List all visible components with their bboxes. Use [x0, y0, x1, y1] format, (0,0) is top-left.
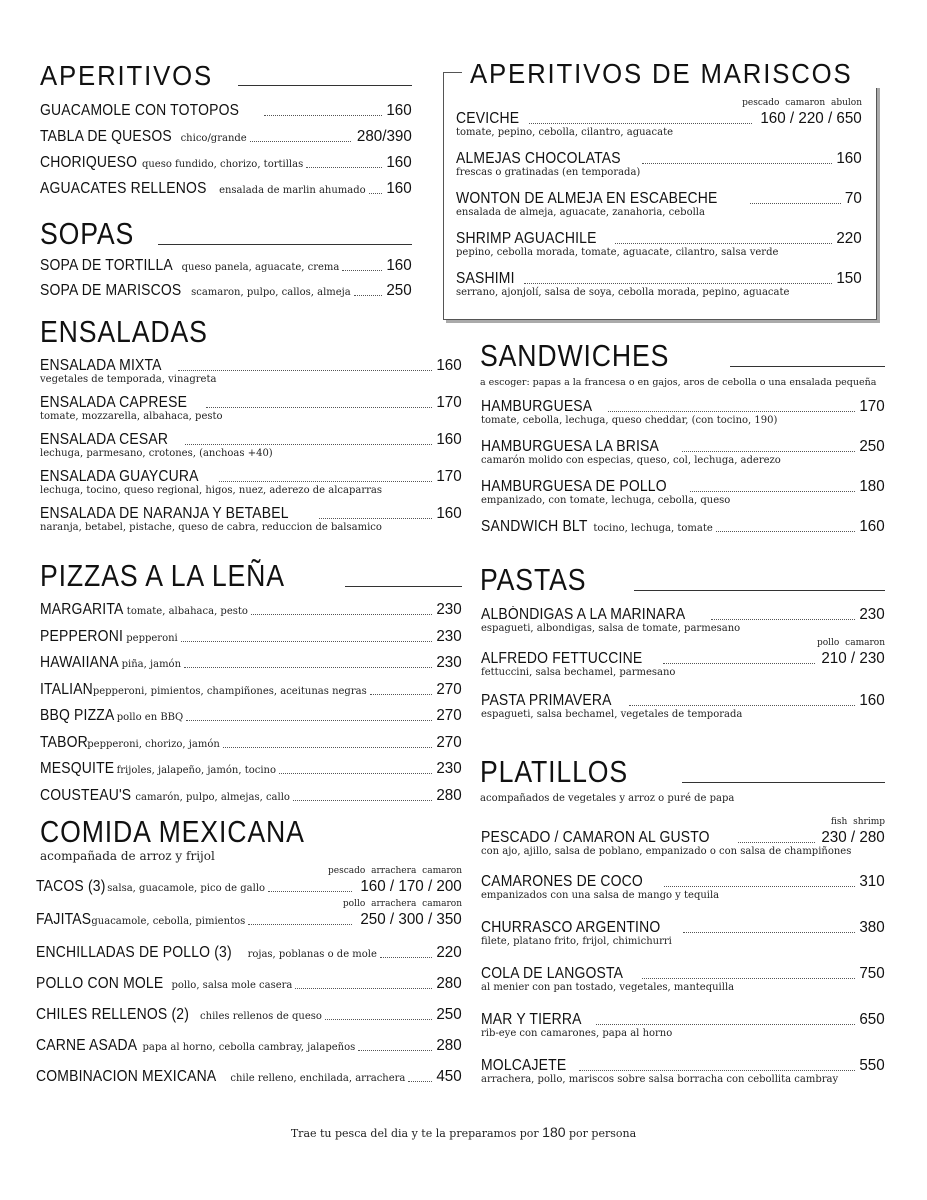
item-desc: con ajo, ajillo, salsa de poblano, empanizado o con salsa de champiñones [481, 846, 852, 857]
menu-item [40, 102, 412, 128]
item-price: 180 [859, 478, 885, 495]
item-name: ALMEJAS CHOCOLATAS [456, 150, 621, 167]
menu-item [40, 394, 462, 431]
item-desc: pepperoni, pimientos, champiñones, aceitunas negras [92, 685, 367, 697]
item-desc: lechuga, parmesano, crotones, (anchoas +40) [40, 448, 273, 459]
price-labels: pollo arrachera camaron [342, 899, 462, 909]
section-note: acompañados de vegetales y arroz o puré de papa [480, 793, 735, 804]
item-name: MAR Y TIERRA [481, 1011, 582, 1028]
mariscos-items [456, 98, 862, 310]
menu-item [40, 601, 462, 628]
footer-price: 180 [542, 1124, 566, 1140]
menu-item [40, 128, 412, 154]
item-desc: chico/grande [180, 133, 247, 144]
menu-item [456, 150, 862, 190]
item-desc: frescas o gratinadas (en temporada) [456, 167, 641, 178]
platillos-items [481, 817, 885, 1097]
item-price: 220 [836, 230, 862, 247]
item-price: 250 [386, 282, 412, 299]
section-pastas [480, 564, 885, 595]
item-name: HAMBURGUESA LA BRISA [481, 438, 660, 455]
item-name: ENSALADA CAPRESE [40, 394, 188, 411]
item-desc: piña, jamón [121, 659, 182, 670]
menu-item [40, 282, 412, 307]
menu-item [481, 1011, 885, 1057]
item-desc: salsa, guacamole, pico de gallo [107, 883, 266, 894]
section-note: acompañada de arroz y frijol [40, 849, 215, 863]
section-title: APERITIVOS [40, 60, 214, 91]
menu-item [456, 230, 862, 270]
item-price: 160 [386, 180, 412, 197]
item-name: SOPA DE TORTILLA [40, 257, 173, 274]
section-aperitivos [40, 62, 412, 206]
item-desc: arrachera, pollo, mariscos sobre salsa borracha con cebollita cambray [481, 1074, 839, 1085]
item-price: 160 [859, 518, 885, 535]
item-price: 450 [436, 1068, 462, 1085]
price-labels: fish shrimp [830, 817, 885, 827]
item-name: ALBÓNDIGAS A LA MARINARA [481, 606, 686, 623]
item-price: 160 [386, 257, 412, 274]
item-desc: filete, platano frito, frijol, chimichurri [481, 936, 672, 947]
item-name: HAMBURGUESA DE POLLO [481, 478, 667, 495]
item-price: 160 [859, 692, 885, 709]
item-name: MARGARITA [40, 601, 124, 618]
item-name: GUACAMOLE CON TOTOPOS [40, 102, 240, 119]
item-name: MESQUITE [40, 760, 115, 777]
item-desc: papa al horno, cebolla cambray, jalapeños [142, 1042, 356, 1053]
item-name: CEVICHE [456, 110, 520, 127]
item-price: 210 / 230 [821, 650, 885, 667]
item-price: 230 [436, 654, 462, 671]
item-price: 160 / 170 / 200 [360, 878, 462, 895]
item-price: 310 [859, 873, 885, 890]
item-price: 160 [436, 505, 462, 522]
item-desc: rib-eye con camarones, papa al horno [481, 1028, 673, 1039]
section-title: APERITIVOS DE MARISCOS [470, 58, 853, 89]
item-price: 160 [436, 357, 462, 374]
item-price: 650 [859, 1011, 885, 1028]
item-price: 230 [859, 606, 885, 623]
item-desc: pepperoni, chorizo, jamón [87, 738, 220, 750]
item-desc: scamaron, pulpo, callos, almeja [191, 287, 351, 298]
item-price: 150 [836, 270, 862, 287]
item-price: 250 / 300 / 350 [360, 911, 462, 928]
item-desc: camarón, pulpo, almejas, callo [135, 791, 290, 803]
item-name: TABLA DE QUESOS [40, 128, 172, 145]
item-desc: ensalada de marlin ahumado [219, 185, 366, 196]
item-desc: tocino, lechuga, tomate [593, 523, 713, 534]
menu-item [40, 257, 412, 282]
section-comida-mexicana [40, 816, 462, 863]
price-labels: pescado camaron abulon [742, 98, 862, 108]
item-name: WONTON DE ALMEJA EN ESCABECHE [456, 190, 718, 207]
menu-item [40, 180, 412, 206]
item-price: 170 [859, 398, 885, 415]
menu-item [481, 873, 885, 919]
item-price: 550 [859, 1057, 885, 1074]
item-name: CHURRASCO ARGENTINO [481, 919, 661, 936]
item-name: ENSALADA CESAR [40, 431, 169, 448]
item-price: 750 [859, 965, 885, 982]
footer-note [0, 1124, 927, 1140]
menu-item [36, 975, 462, 1006]
item-desc: chile relleno, enchilada, arrachera [230, 1073, 406, 1084]
item-price: 230 [436, 760, 462, 777]
item-name: SHRIMP AGUACHILE [456, 230, 597, 247]
item-price: 250 [859, 438, 885, 455]
item-name: CHILES RELLENOS (2) [36, 1006, 190, 1023]
item-name: COMBINACION MEXICANA [36, 1068, 217, 1085]
item-name: HAWAIIANA [40, 654, 119, 671]
section-sopas [40, 218, 412, 307]
menu-item [36, 1006, 462, 1037]
item-name: ALFREDO FETTUCCINE [481, 650, 643, 667]
menu-item [481, 692, 885, 732]
item-desc: espagueti, albondigas, salsa de tomate, parmesano [481, 623, 741, 634]
item-desc: chiles rellenos de queso [200, 1011, 322, 1022]
item-desc: al menier con pan tostado, vegetales, mantequilla [481, 982, 735, 993]
item-desc: lechuga, tocino, queso regional, higos, nuez, aderezo de alcaparras [40, 485, 383, 496]
menu-item [481, 518, 885, 548]
item-desc: fettuccini, salsa bechamel, parmesano [481, 667, 676, 678]
menu-item [481, 478, 885, 518]
item-price: 220 [436, 944, 462, 961]
menu-item [481, 965, 885, 1011]
menu-item [40, 681, 462, 708]
item-name: SOPA DE MARISCOS [40, 282, 182, 299]
item-price: 280 [436, 1037, 462, 1054]
item-desc: frijoles, jalapeño, jamón, tocino [116, 765, 276, 776]
menu-item [481, 638, 885, 692]
section-title: PIZZAS A LA LEÑA [40, 558, 285, 593]
item-name: PEPPERONI [40, 627, 124, 645]
item-name: MOLCAJETE [481, 1057, 567, 1074]
item-desc: pepperoni [126, 632, 178, 644]
section-platillos [480, 756, 885, 804]
pastas-items [481, 606, 885, 732]
item-price: 160 / 220 / 650 [760, 110, 862, 127]
section-title: PLATILLOS [480, 754, 629, 789]
item-name: AGUACATES RELLENOS [40, 180, 207, 197]
section-ensaladas [40, 316, 462, 542]
item-price: 270 [436, 707, 462, 724]
item-name: ENSALADA GUAYCURA [40, 468, 199, 485]
menu-item [40, 734, 462, 761]
item-price: 160 [386, 154, 412, 171]
item-desc: pollo, salsa mole casera [171, 980, 293, 991]
section-title: ENSALADAS [40, 314, 208, 349]
menu-item [36, 944, 462, 975]
item-name: POLLO CON MOLE [36, 975, 164, 992]
item-price: 380 [859, 919, 885, 936]
section-title: PASTAS [480, 562, 587, 597]
item-price: 160 [386, 102, 412, 119]
item-desc: ensalada de almeja, aguacate, zanahoria, cebolla [456, 207, 705, 218]
item-desc: rojas, poblanas o de mole [247, 949, 377, 960]
item-price: 270 [436, 733, 462, 751]
menu-item [456, 270, 862, 310]
item-price: 280 [436, 975, 462, 992]
item-price: 280/390 [357, 128, 412, 145]
section-sandwiches [480, 340, 885, 388]
item-name: CARNE ASADA [36, 1037, 138, 1054]
item-desc: pollo en BBQ [116, 712, 184, 723]
section-title: SOPAS [40, 216, 135, 251]
item-desc: vegetales de temporada, vinagreta [40, 374, 217, 385]
item-name: COUSTEAU'S [40, 786, 132, 804]
item-desc: queso panela, aguacate, crema [181, 262, 340, 273]
item-desc: tomate, pepino, cebolla, cilantro, aguacate [456, 127, 674, 138]
footer-text-after: por persona [565, 1127, 637, 1140]
item-desc: espagueti, salsa bechamel, vegetales de temporada [481, 709, 743, 720]
item-desc: naranja, betabel, pistache, queso de cabra, reduccion de balsamico [40, 522, 382, 533]
menu-item [481, 919, 885, 965]
item-name: TACOS (3) [36, 878, 106, 895]
item-price: 280 [436, 786, 462, 804]
item-name: COLA DE LANGOSTA [481, 965, 624, 982]
menu-item [40, 431, 462, 468]
menu-item [40, 505, 462, 542]
item-price: 170 [436, 394, 462, 411]
item-name: BBQ PIZZA [40, 707, 115, 724]
section-pizzas [40, 560, 462, 813]
item-price: 170 [436, 468, 462, 485]
menu-item [40, 468, 462, 505]
item-price: 160 [436, 431, 462, 448]
item-desc: tomate, cebolla, lechuga, queso cheddar, (con tocino, 190) [481, 415, 778, 426]
menu-item [40, 357, 462, 394]
item-desc: empanizados con una salsa de mango y tequila [481, 890, 720, 901]
section-note: a escoger: papas a la francesa o en gajos, aros de cebolla o una ensalada pequeña [480, 377, 877, 388]
item-desc: tomate, mozzarella, albahaca, pesto [40, 411, 223, 422]
price-labels: pollo camaron [816, 638, 885, 648]
menu-item [481, 438, 885, 478]
item-desc: tomate, albahaca, pesto [126, 606, 248, 617]
section-title: COMIDA MEXICANA [40, 814, 305, 849]
menu-item [481, 817, 885, 873]
footer-text-before: Trae tu pesca del dia y te la preparamos por [290, 1127, 543, 1140]
item-name: PESCADO / CAMARON AL GUSTO [481, 829, 710, 846]
menu-item [40, 628, 462, 655]
menu-item [40, 654, 462, 681]
menu-item [456, 98, 862, 150]
item-desc: serrano, ajonjolí, salsa de soya, cebolla morada, pepino, aguacate [456, 287, 790, 298]
price-labels: pescado arrachera camaron [327, 866, 462, 876]
item-price: 70 [845, 190, 862, 207]
menu-item [36, 1068, 462, 1099]
item-name: ITALIAN [40, 680, 93, 698]
sandwiches-items [481, 398, 885, 548]
item-desc: pepino, cebolla morada, tomate, aguacate, cilantro, salsa verde [456, 247, 779, 258]
item-desc: guacamole, cebolla, pimientos [91, 916, 246, 927]
item-price: 230 [436, 601, 462, 618]
item-name: CAMARONES DE COCO [481, 873, 643, 890]
mariscos-title-wrap [462, 60, 894, 88]
item-name: FAJITAS [36, 911, 92, 928]
menu-item [456, 190, 862, 230]
menu-item [481, 398, 885, 438]
item-name: ENCHILLADAS DE POLLO (3) [36, 944, 232, 961]
item-desc: empanizado, con tomate, lechuga, cebolla, queso [481, 495, 731, 506]
item-price: 250 [436, 1006, 462, 1023]
item-name: CHORIQUESO [40, 154, 138, 171]
item-desc: queso fundido, chorizo, tortillas [141, 159, 304, 170]
menu-item [40, 707, 462, 734]
menu-item [36, 1037, 462, 1068]
item-price: 160 [836, 150, 862, 167]
item-name: ENSALADA DE NARANJA Y BETABEL [40, 505, 289, 522]
item-name: PASTA PRIMAVERA [481, 692, 612, 709]
item-name: SANDWICH BLT [481, 518, 588, 535]
item-name: HAMBURGUESA [481, 398, 593, 415]
item-name: ENSALADA MIXTA [40, 357, 162, 374]
item-price: 230 / 280 [821, 829, 885, 846]
section-title: SANDWICHES [480, 338, 670, 373]
mexicana-items [36, 866, 462, 1099]
item-price: 270 [436, 680, 462, 698]
menu-item [481, 1057, 885, 1097]
menu-item [40, 787, 462, 814]
item-price: 230 [436, 627, 462, 645]
item-name: TABOR [40, 733, 88, 751]
menu-item [36, 899, 462, 944]
menu-item [40, 760, 462, 787]
menu-item [40, 154, 412, 180]
item-desc: camarón molido con especias, queso, col, lechuga, aderezo [481, 455, 781, 466]
item-name: SASHIMI [456, 270, 515, 287]
